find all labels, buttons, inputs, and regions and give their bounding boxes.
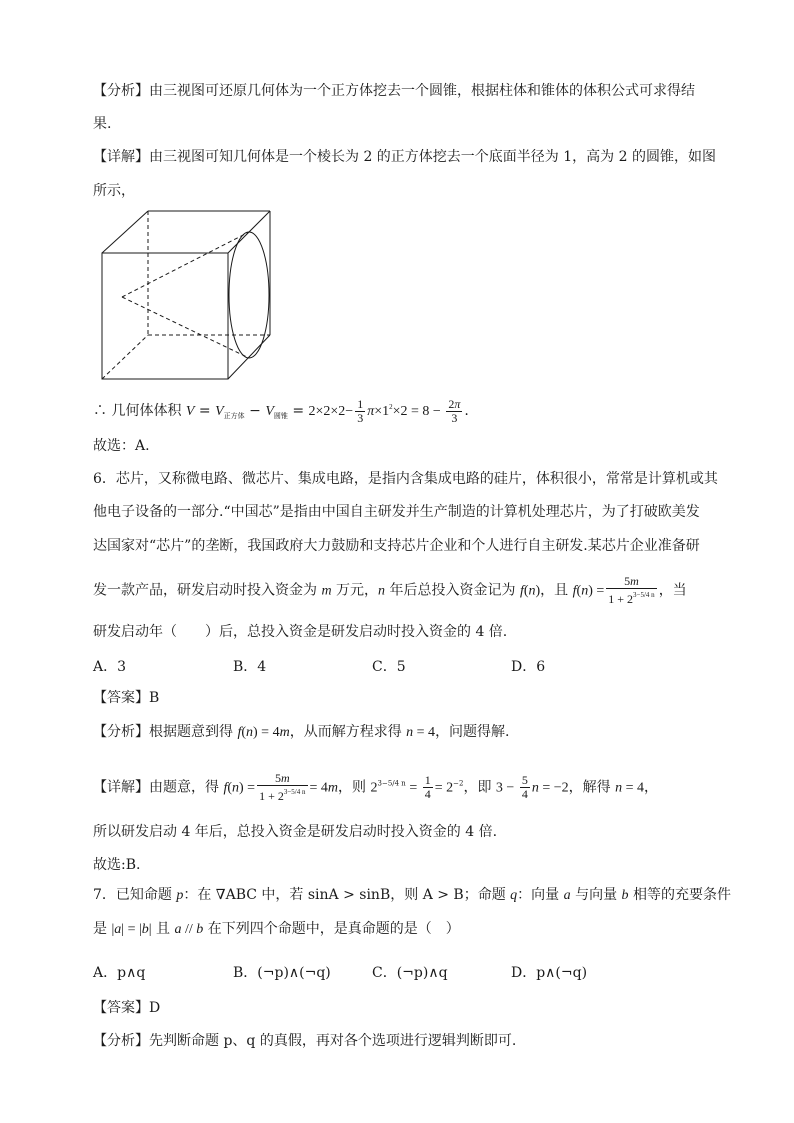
stem-text: 且 xyxy=(151,921,175,937)
q6-stem-line3: 达国家对“芯片”的垄断，我国政府大力鼓励和支持芯片企业和个人进行自主研发.某芯片企业准备研 xyxy=(93,538,700,554)
analysis-text: ，从而解方程求得 xyxy=(289,724,407,740)
stem-text: 相等的充要条件 xyxy=(628,887,731,903)
analysis-text: 先判断命题 p、q 的真假，再对各个选项进行逻辑判断即可. xyxy=(149,1033,517,1049)
stem-text: 在下列四个命题中，是真命题的是（ ） xyxy=(203,921,460,937)
q7-analysis xyxy=(93,1031,516,1051)
detail-text: ， xyxy=(643,779,658,796)
q6-answer: 【答案】B xyxy=(93,690,160,706)
analysis-text: 由三视图可还原几何体为一个正方体挖去一个圆锥，根据柱体和锥体的体积公式可求得结 xyxy=(149,83,695,99)
detail-text: ，即 xyxy=(463,779,496,796)
detail-text: 由三视图可知几何体是一个棱长为 2 的正方体挖去一个底面半径为 1，高为 2 的圆锥，如图 xyxy=(149,149,716,165)
analysis-text: ，问题得解. xyxy=(435,724,510,740)
detail-text: ，解得 xyxy=(568,779,616,796)
detail-tag: 【详解】 xyxy=(93,779,149,796)
q7-option-d: D．p∧(¬q) xyxy=(511,965,588,981)
q6-option-c: C．5 xyxy=(372,659,406,675)
q6-stem-line2: 他电子设备的一部分.“中国芯”是指由中国自主研发并生产制造的计算机处理芯片，为了打破欧美发 xyxy=(93,504,700,520)
q5-analysis-line1 xyxy=(93,81,695,101)
cube-cone-figure xyxy=(96,205,276,387)
q5-detail-line2: 所示， xyxy=(93,183,135,199)
q5-volume-line xyxy=(93,397,469,426)
detail-text: ，则 xyxy=(338,779,371,796)
stem-text: ：向量 xyxy=(517,887,564,903)
q6-detail-line2: 所以研发启动 4 年后，总投入资金是研发启动时投入资金的 4 倍. xyxy=(93,824,498,840)
q6-stem-line4: 发一款产品，研发启动时投入资金为 m 万元，n 年后总投入资金记为 f(n)，且 f(n) = $\frac{5m}{1 + 2^{3-5/4 n}}$ ，当 xyxy=(93,574,687,606)
stem-text: ，且 xyxy=(540,582,573,599)
q6-stem-line5: 研发启动年（ ）后，总投入资金是研发启动时投入资金的 4 倍. xyxy=(93,624,508,640)
q6-option-d: D．6 xyxy=(511,659,546,675)
stem-text: 与向量 xyxy=(570,887,622,903)
analysis-tag: 【分析】 xyxy=(93,724,149,740)
volume-prefix: ∴ 几何体体积 xyxy=(93,403,186,419)
q7-option-a: A．p∧q xyxy=(93,965,146,981)
stem-text: 7．已知命题 xyxy=(93,887,177,903)
stem-text: ：在 ∇ABC 中，若 sinA > sinB，则 A > B；命题 xyxy=(183,887,511,903)
stem-text: 发一款产品，研发启动时投入资金为 xyxy=(93,582,322,599)
analysis-tag: 【分析】 xyxy=(93,1033,149,1049)
q7-option-b: B．(¬p)∧(¬q) xyxy=(233,965,331,981)
q6-analysis: 【分析】根据题意到得 f(n) = 4m，从而解方程求得 n = 4，问题得解. xyxy=(93,724,510,740)
stem-text: ，当 xyxy=(658,582,687,599)
q7-answer: 【答案】D xyxy=(93,1000,161,1016)
detail-text: 由题意，得 xyxy=(149,779,224,796)
q6-conclusion: 故选:B. xyxy=(93,857,141,873)
q6-detail: 【详解】由题意，得 f(n) = $\frac{5m}{1 + 2^{3-5/4 n}}$ = 4m，则 $2^{3-5/4 n}$ = $\frac{1}{4}$ = $2^{-2}$，即 3 − $\frac{5}{4}$ n = −2，解得 n = 4， xyxy=(93,771,658,803)
analysis-text: 根据题意到得 xyxy=(149,724,238,740)
q5-analysis-line2: 果. xyxy=(93,116,112,132)
detail-tag: 【详解】 xyxy=(93,149,149,165)
q7-option-c: C．(¬p)∧q xyxy=(372,965,448,981)
stem-text: 年后总投入资金记为 xyxy=(385,582,520,599)
q7-stem-line2: 是 |a| = |b| 且 a // b 在下列四个命题中，是真命题的是（ ） xyxy=(93,921,460,937)
q6-option-a: A．3 xyxy=(93,659,127,675)
q6-stem-line1: 6．芯片，又称微电路、微芯片、集成电路，是指内含集成电路的硅片，体积很小，常常是计算机或其 xyxy=(93,471,718,487)
analysis-tag: 【分析】 xyxy=(93,83,149,99)
q5-detail-line1 xyxy=(93,147,716,167)
stem-text: 是 xyxy=(93,921,112,937)
q6-option-b: B．4 xyxy=(233,659,267,675)
volume-formula: $V = V_{正方体} - V_{圆锥} = 2\times 2\times 2-$ $\frac{1}{3}$ $\pi\times 1^2\times 2 = 8$ − $\frac{2\pi}{3}$ . xyxy=(185,396,469,425)
q7-stem-line1: 7．已知命题 p：在 ∇ABC 中，若 sinA > sinB，则 A > B；命题 q：向量 a 与向量 b 相等的充要条件 xyxy=(93,887,731,903)
q5-conclusion: 故选：A. xyxy=(93,438,150,454)
stem-text: 万元， xyxy=(331,582,379,599)
